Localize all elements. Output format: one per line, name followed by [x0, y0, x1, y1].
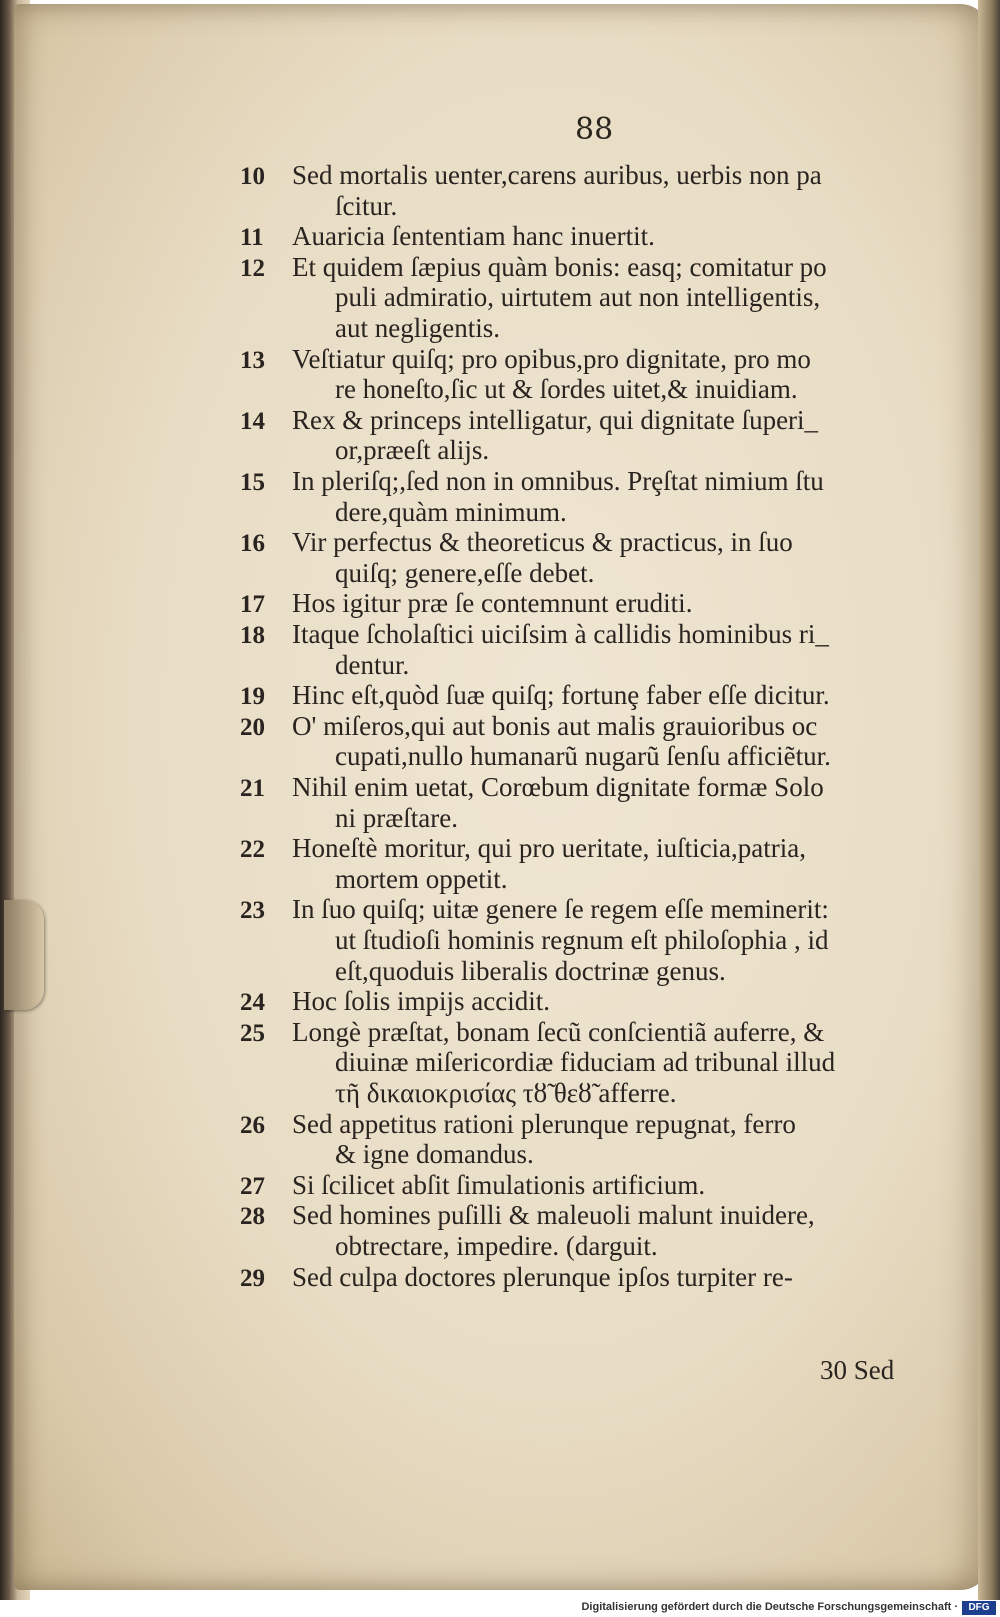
entry-continuation: ni præſtare. — [335, 802, 458, 833]
page-number: 88 — [575, 112, 614, 147]
entry-text: Longè præſtat, bonam ſecũ conſcientiã auferre, & — [292, 1016, 825, 1047]
entry-continuation: obtrectare, impedire. (darguit. — [335, 1231, 658, 1261]
entry-number: 26 — [240, 1111, 265, 1139]
footer-bar — [0, 1600, 1000, 1617]
footer-credit: Digitalisierung gefördert durch die Deutsche Forschungsgemeinschaft · — [581, 1601, 958, 1613]
entry-number: 11 — [240, 224, 264, 252]
entry-text: Et quidem ſæpius quàm bonis: easq; comitatur po — [292, 251, 827, 282]
entry-continuation: aut negligentis. — [335, 313, 500, 343]
entry-number: 24 — [240, 989, 265, 1017]
entry-continuation: ut ſtudioſi hominis regnum eſt philoſophia , id — [335, 925, 829, 955]
entry-number: 19 — [240, 683, 265, 711]
entry-number: 25 — [240, 1019, 265, 1047]
entry-text: Sed culpa doctores plerunque ipſos turpiter re- — [292, 1261, 793, 1292]
entry-number: 12 — [240, 254, 265, 282]
entry-text: Auaricia ſententiam hanc inuertit. — [292, 221, 655, 252]
entry-continuation: quiſq; genere,eſſe debet. — [335, 557, 595, 588]
entry-continuation: τῆ δικαιοκρισίας τȣ̃ θεȣ̃ afferre. — [335, 1078, 677, 1108]
entry-text: O' miſeros,qui aut bonis aut malis grauioribus oc — [292, 710, 818, 741]
entry-number: 28 — [240, 1203, 265, 1231]
entry-number: 13 — [240, 346, 265, 374]
entry-continuation: puli admiratio, uirtutem aut non intelligentis, — [335, 282, 821, 313]
entry-number: 15 — [240, 469, 265, 496]
entry-continuation: diuinæ miſericordiæ fiduciam ad tribunal illud — [335, 1047, 836, 1078]
entry-number: 10 — [240, 163, 265, 190]
entry-text: Vir perfectus & theoreticus & practicus, in ſuo — [292, 527, 793, 558]
entry-number: 18 — [240, 622, 265, 649]
entry-number: 16 — [240, 530, 265, 558]
entry-number: 14 — [240, 407, 265, 435]
entry-text: Sed appetitus rationi plerunque repugnat, ferro — [292, 1108, 796, 1139]
entry-number: 20 — [240, 713, 265, 741]
entry-text: In ſuo quiſq; uitæ genere ſe regem eſſe meminerit: — [292, 894, 829, 925]
entry-text: Nihil enim uetat, Corœbum dignitate formæ Solo — [292, 772, 824, 802]
entry-text: Itaque ſcholaſtici uiciſsim à callidis hominibus ri_ — [292, 619, 829, 649]
entry-text: Hinc eſt,quòd ſuæ quiſq; fortunȩ faber eſſe dicitur. — [292, 680, 830, 711]
entry-text: Si ſcilicet abſit ſimulationis artificium. — [292, 1169, 706, 1200]
entry-continuation: re honeſto,ſic ut & ſordes uitet,& inuidiam. — [335, 374, 798, 405]
entry-text: Veſtiatur quiſq; pro opibus,pro dignitate, pro mo — [292, 343, 811, 374]
entry-continuation: ſcitur. — [335, 190, 398, 221]
entry-text: Rex & princeps intelligatur, qui dignitate ſuperi_ — [292, 404, 819, 435]
entry-continuation: cupati,nullo humanarũ nugarũ ſenſu afficiẽtur. — [335, 741, 831, 772]
entry-text: Sed mortalis uenter,carens auribus, uerbis non pa — [292, 160, 822, 190]
entry-number: 17 — [240, 591, 265, 619]
entry-continuation: eſt,quoduis liberalis doctrinæ genus. — [335, 955, 726, 986]
entry-text: Sed homines puſilli & maleuoli malunt inuidere, — [292, 1200, 815, 1231]
entry-number: 29 — [240, 1264, 265, 1292]
entry-continuation: dentur. — [335, 649, 410, 680]
entry-text: In pleriſq;,ſed non in omnibus. Prȩſtat nimium ſtu — [292, 466, 824, 496]
entry-number: 23 — [240, 897, 265, 925]
entry-continuation: or,præeſt alijs. — [335, 435, 490, 466]
entry-text: Honeſtè moritur, qui pro ueritate, iuſticia,patria, — [292, 833, 807, 864]
entry-continuation: dere,quàm minimum. — [335, 496, 567, 527]
entry-continuation: & igne domandus. — [335, 1139, 534, 1170]
entry-continuation: mortem oppetit. — [335, 863, 508, 894]
entry-text: Hoc ſolis impijs accidit. — [292, 986, 550, 1017]
entry-text: Hos igitur præ ſe contemnunt eruditi. — [292, 588, 693, 619]
catchword: 30 Sed — [820, 1355, 895, 1385]
dfg-logo: DFG — [962, 1601, 996, 1615]
entry-number: 21 — [240, 775, 265, 802]
entry-number: 22 — [240, 836, 265, 864]
entry-number: 27 — [240, 1172, 265, 1200]
